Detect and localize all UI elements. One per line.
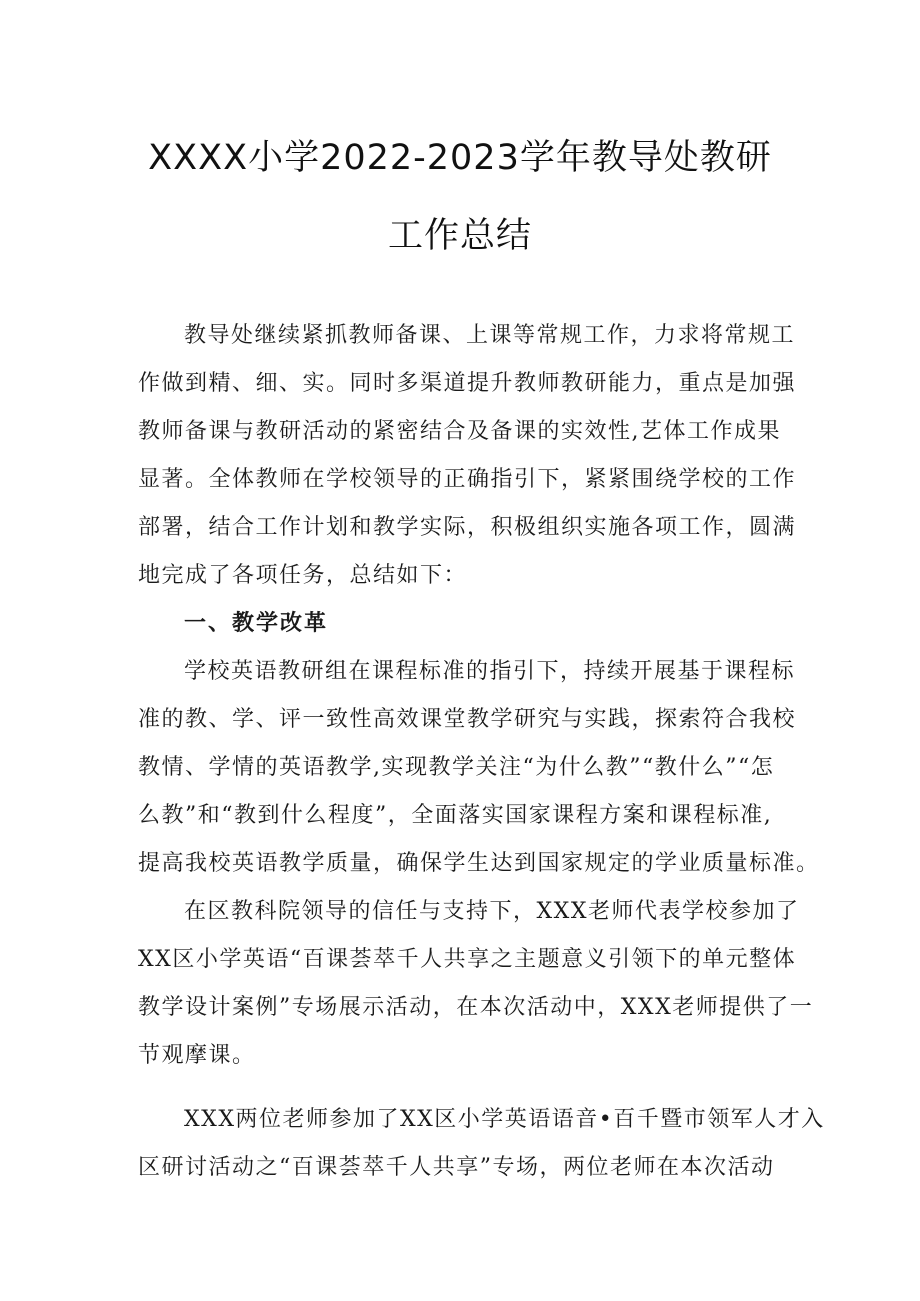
paragraph-3-line-2: XX区小学英语“百课荟萃千人共享之主题意义引领下的单元整体 [138, 947, 797, 972]
paragraph-1-line-1: 教导处继续紧抓教师备课、上课等常规工作，力求将常规工 [184, 323, 796, 348]
document-title-line-2: 工作总结 [387, 216, 532, 256]
paragraph-1-line-5: 部署，结合工作计划和教学实际，积极组织实施各项工作，圆满 [138, 515, 797, 540]
document-body [138, 312, 825, 1192]
paragraph-1-line-4: 显著。全体教师在学校领导的正确指引下，紧紧围绕学校的工作 [138, 467, 797, 492]
document-title-line-1: XXXX小学2022-2023学年教导处教研 [148, 138, 772, 178]
paragraph-3-line-3: 教学设计案例”专场展示活动，在本次活动中，XXX老师提供了一 [138, 995, 814, 1020]
paragraph-2-line-1: 学校英语教研组在课程标准的指引下，持续开展基于课程标 [184, 659, 796, 684]
paragraph-4-line-1: XXX两位老师参加了XX区小学英语语音•百千暨市领军人才入 [184, 1107, 825, 1132]
paragraph-2-line-4: 么教”和“教到什么程度”，全面落实国家课程方案和课程标准, [138, 803, 773, 828]
paragraph-1-line-2: 作做到精、细、实。同时多渠道提升教师教研能力，重点是加强 [138, 371, 797, 396]
paragraph-1-line-3: 教师备课与教研活动的紧密结合及备课的实效性,艺体工作成果 [138, 419, 781, 444]
paragraph-1-line-6: 地完成了各项任务，总结如下： [138, 563, 468, 588]
paragraph-2-line-2: 准的教、学、评一致性高效课堂教学研究与实践，探索符合我校 [138, 707, 797, 732]
paragraph-2-line-5: 提高我校英语教学质量，确保学生达到国家规定的学业质量标准。 [138, 851, 820, 876]
paragraph-3-line-4: 节观摩课。 [138, 1043, 256, 1068]
paragraph-4-line-2: 区研讨活动之“百课荟萃千人共享”专场，两位老师在本次活动 [138, 1155, 775, 1180]
paragraph-3-line-1: 在区教科院领导的信任与支持下，XXX老师代表学校参加了 [184, 899, 800, 924]
paragraph-2-line-3: 教情、学情的英语教学,实现教学关注“为什么教”“教什么”“怎 [138, 755, 775, 780]
section-heading-teaching-reform: 一、教学改革 [184, 611, 329, 636]
